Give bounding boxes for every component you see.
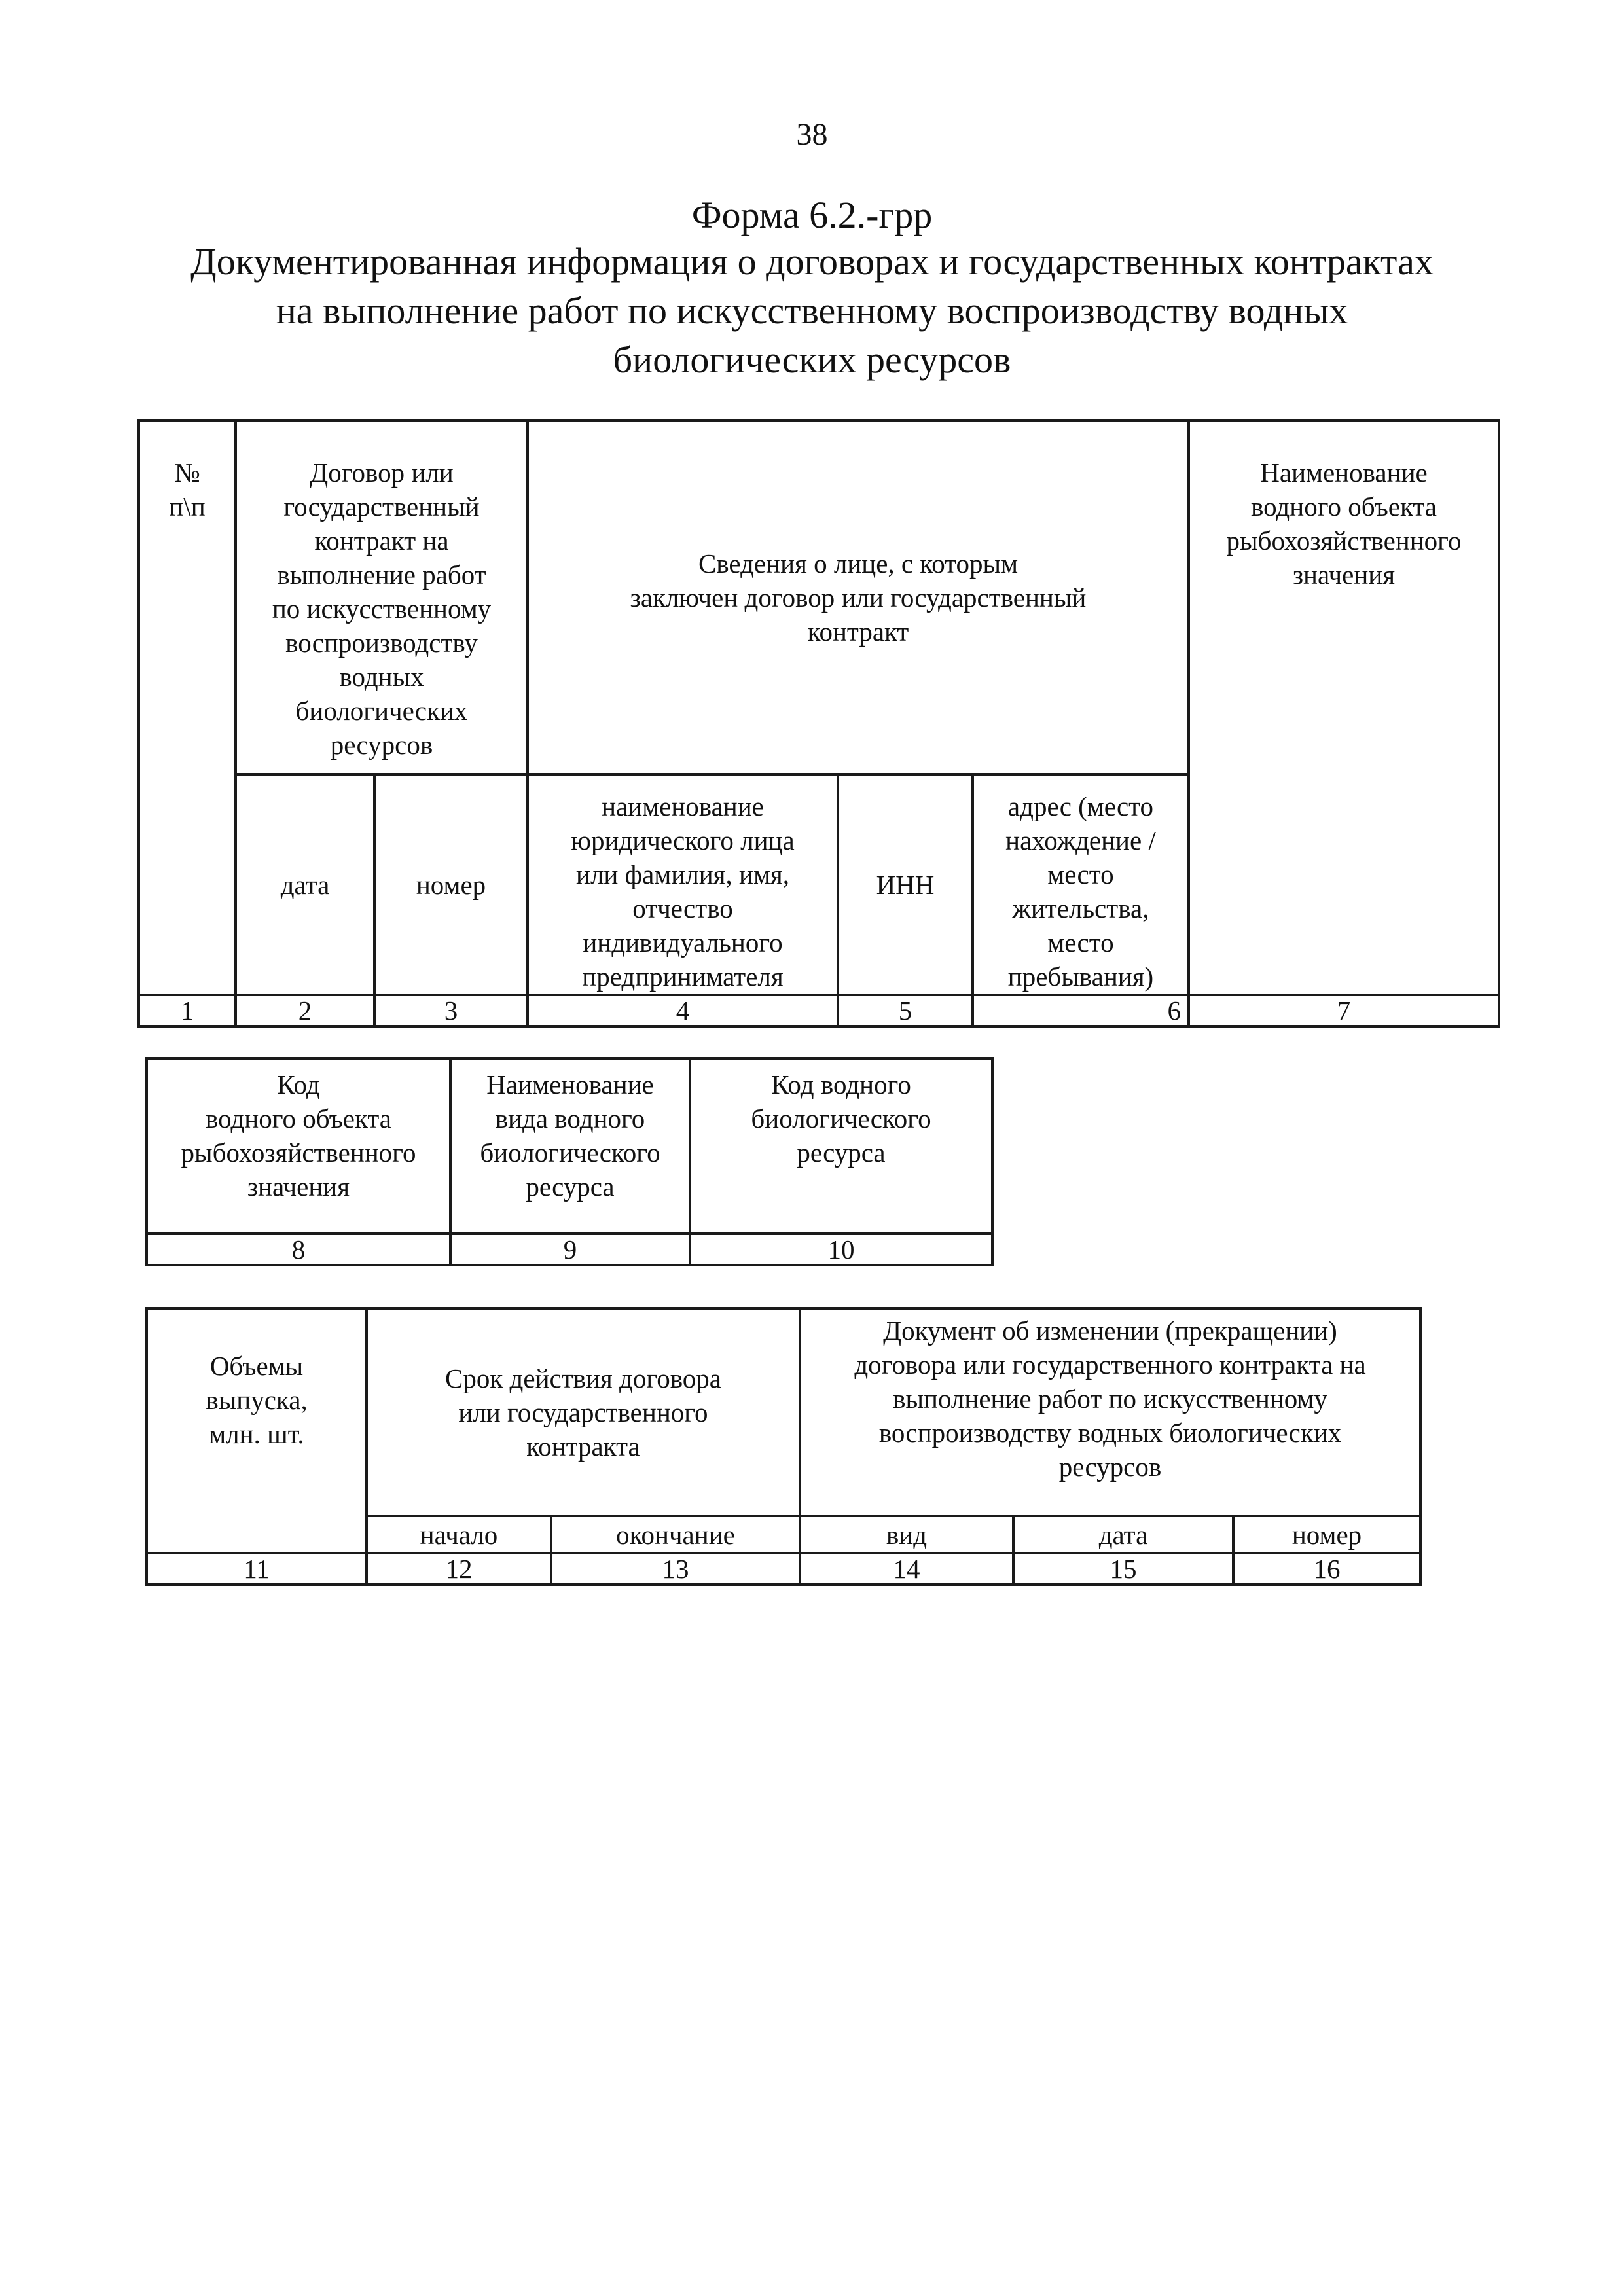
column-number: 7 xyxy=(1187,994,1500,1028)
column-number: 6 xyxy=(971,994,1190,1028)
header-person-info: Сведения о лице, с которым заключен договор или государственный контракт xyxy=(526,419,1190,776)
column-number: 15 xyxy=(1012,1552,1235,1586)
column-number: 14 xyxy=(799,1552,1015,1586)
form-number: Форма 6.2.-грр xyxy=(691,194,933,236)
document-title xyxy=(0,237,1624,384)
column-number: 13 xyxy=(550,1552,801,1586)
column-number: 3 xyxy=(373,994,529,1028)
header-change-document: Документ об изменении (прекращении) договора или государственного контракта на выполнение работ по искусственному воспроизводству водных биологических ресурсов xyxy=(799,1307,1422,1517)
column-number: 12 xyxy=(365,1552,552,1586)
title-line-3: биологических ресурсов xyxy=(613,338,1011,381)
column-number: 9 xyxy=(449,1232,691,1266)
header-doc-type: вид xyxy=(799,1515,1015,1554)
column-number: 4 xyxy=(526,994,839,1028)
header-doc-number: номер xyxy=(1232,1515,1422,1554)
column-number: 5 xyxy=(837,994,974,1028)
header-contract: Договор или государственный контракт на выполнение работ по искусственному воспроизводству водных биологических ресурсов xyxy=(234,419,529,776)
column-number: 16 xyxy=(1232,1552,1422,1586)
header-contract-date: дата xyxy=(234,773,376,996)
header-water-object-code: Код водного объекта рыбохозяйственного значения xyxy=(145,1057,452,1235)
page-number: 38 xyxy=(796,117,828,152)
column-number: 2 xyxy=(234,994,376,1028)
header-address: адрес (место нахождение / место жительства, место пребывания) xyxy=(971,773,1190,996)
header-row-number: № п\п xyxy=(137,419,237,996)
header-inn: ИНН xyxy=(837,773,974,996)
header-doc-date: дата xyxy=(1012,1515,1235,1554)
header-water-object: Наименование водного объекта рыбохозяйственного значения xyxy=(1187,419,1500,996)
column-number: 10 xyxy=(689,1232,994,1266)
header-resource-code: Код водного биологического ресурса xyxy=(689,1057,994,1235)
header-entity-name: наименование юридического лица или фамилия, имя, отчество индивидуального предпринимателя xyxy=(526,773,839,996)
header-validity-period: Срок действия договора или государственного контракта xyxy=(365,1307,801,1517)
header-release-volume: Объемы выпуска, млн. шт. xyxy=(145,1307,368,1554)
header-start: начало xyxy=(365,1515,552,1554)
title-line-2: на выполнение работ по искусственному воспроизводству водных xyxy=(276,289,1348,332)
column-number: 11 xyxy=(145,1552,368,1586)
title-line-1: Документированная информация о договорах и государственных контрактах xyxy=(190,240,1434,283)
column-number: 8 xyxy=(145,1232,452,1266)
column-number: 1 xyxy=(137,994,237,1028)
header-end: окончание xyxy=(550,1515,801,1554)
header-species-name: Наименование вида водного биологического ресурса xyxy=(449,1057,691,1235)
header-contract-number: номер xyxy=(373,773,529,996)
